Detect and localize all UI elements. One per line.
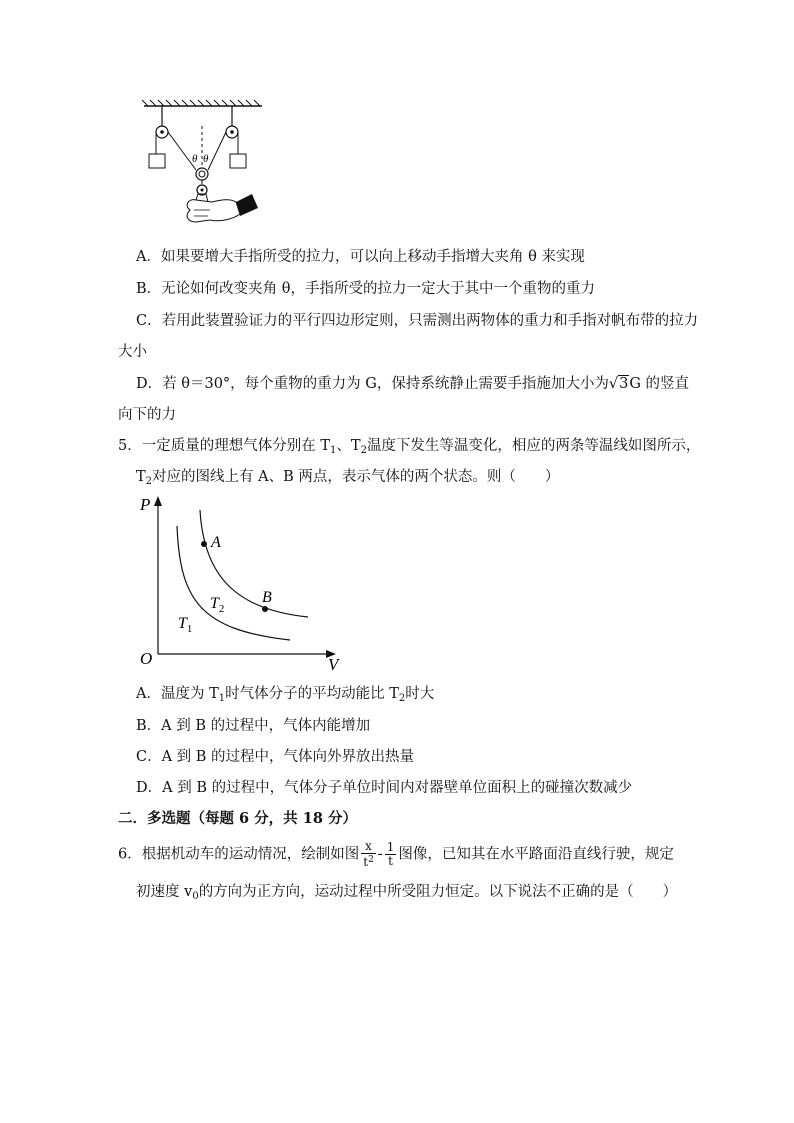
point-a-label: A — [211, 534, 221, 551]
q6-stem-line1 — [118, 840, 674, 868]
y-axis-label: P — [140, 495, 151, 514]
q5-text: 温度下发生等温变化，相应的两条等温线如图所示， — [366, 438, 701, 454]
q4-option-d-text1: D．若 θ＝30°，每个重物的重力为 G，保持系统静止需要手指施加大小为 — [136, 376, 609, 392]
q4-option-c: C．若用此装置验证力的平行四边形定则，只需测出两物体的重力和手指对帆布带的拉力 — [136, 313, 699, 329]
curve-t2-label — [210, 595, 224, 615]
q4-option-a: A．如果要增大手指所受的拉力，可以向上移动手指增大夹角 θ 来实现 — [136, 249, 585, 265]
q5-stem-line2 — [136, 467, 559, 492]
frac-numerator: x — [361, 840, 376, 854]
q5-option-c: C．A 到 B 的过程中，气体向外界放出热量 — [136, 749, 415, 765]
dash: - — [377, 846, 383, 863]
t1-letter: T — [178, 615, 187, 632]
fraction-x-t2 — [361, 840, 376, 869]
q5-a-text: 时气体分子的平均动能比 T — [225, 686, 399, 702]
fraction-1-t — [385, 841, 397, 868]
sqrt-symbol: √3 — [608, 376, 629, 392]
q6-stem-line2 — [136, 882, 677, 907]
theta-right: θ — [203, 153, 209, 165]
q4-option-c-cont: 大小 — [118, 344, 147, 360]
q6-text: 的方向为正方向，运动过程中所受阻力恒定。以下说法不正确的是（ ） — [198, 884, 678, 900]
t2-letter: T — [210, 595, 219, 612]
pulley-figure — [140, 98, 270, 233]
q6-sub: 0 — [192, 891, 199, 902]
theta-left: θ — [192, 153, 198, 165]
frac-den-base: t — [363, 855, 369, 869]
frac-denominator: t — [388, 854, 393, 868]
q6-text: 图像，已知其在水平路面沿直线行驶，规定 — [398, 846, 674, 863]
section-title: 二．多选题（每题 6 分，共 18 分） — [118, 810, 357, 827]
q4-option-b: B．无论如何改变夹角 θ，手指所受的拉力一定大于其中一个重物的重力 — [136, 281, 595, 297]
frac-denominator — [361, 854, 376, 869]
sqrt-radicand: 3 — [619, 376, 629, 392]
q6-text: 6．根据机动车的运动情况，绘制如图 — [118, 846, 360, 863]
curve-t1 — [177, 526, 290, 640]
q5-text: 、T — [336, 438, 361, 454]
t1-sub: 1 — [186, 623, 193, 635]
point-b-label: B — [262, 589, 272, 606]
q5-a-sub: 1 — [218, 693, 226, 704]
q5-sub: 2 — [360, 445, 367, 456]
q5-a-text: A．温度为 T — [136, 686, 219, 702]
isotherm-chart — [130, 490, 350, 675]
q5-text: 5．一定质量的理想气体分别在 T — [118, 438, 331, 454]
q6-text: 初速度 v — [136, 884, 193, 900]
q5-option-d: D．A 到 B 的过程中，气体分子单位时间内对器壁单位面积上的碰撞次数减少 — [136, 780, 633, 796]
q4-option-d — [136, 374, 689, 394]
q5-sub: 2 — [145, 476, 153, 487]
q5-option-b: B．A 到 B 的过程中，气体内能增加 — [136, 718, 371, 734]
q5-text: T — [136, 469, 146, 485]
q5-a-text: 时大 — [405, 686, 435, 702]
point-a — [201, 541, 207, 547]
t2-sub: 2 — [218, 603, 225, 615]
q5-sub: 1 — [330, 445, 337, 456]
y-axis-arrow — [154, 496, 162, 506]
curve-t1-label — [178, 615, 192, 635]
frac-exponent: 2 — [368, 855, 374, 865]
q4-option-d-cont: 向下的力 — [118, 407, 176, 423]
q5-option-a — [136, 684, 434, 709]
q4-option-d-text2: G 的竖直 — [629, 376, 690, 392]
q5-stem-line1 — [118, 436, 700, 461]
q5-text: 对应的图线上有 A、B 两点，表示气体的两个状态。则（ ） — [152, 469, 560, 485]
q5-a-sub: 2 — [398, 693, 406, 704]
point-b — [262, 606, 268, 612]
x-axis-label: V — [328, 655, 339, 674]
origin-label: O — [140, 649, 153, 668]
frac-numerator: 1 — [386, 840, 395, 854]
